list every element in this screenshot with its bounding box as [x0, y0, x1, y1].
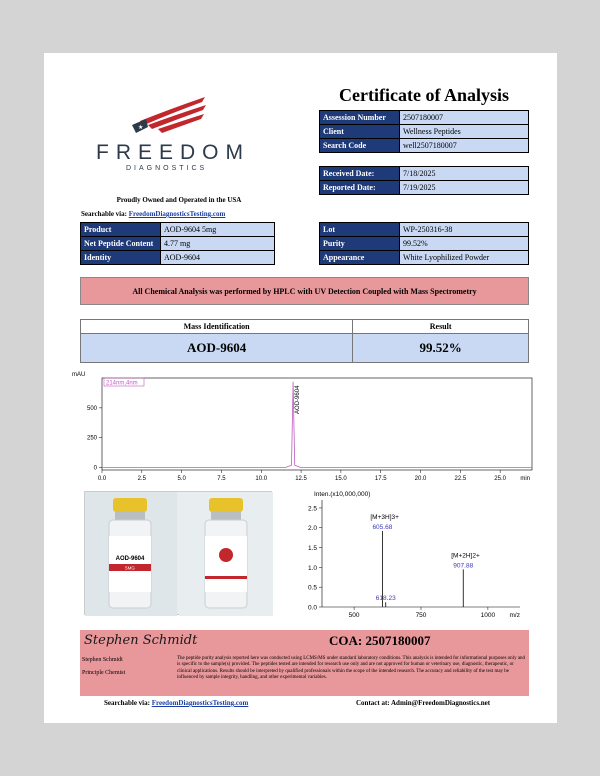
chrom-xtick-label: 12.5: [295, 476, 307, 482]
mass-value-left: AOD-9604: [81, 334, 353, 363]
hplc-chromatogram: [62, 368, 537, 486]
purity-value: 99.52%: [400, 237, 529, 251]
chrom-xtick-label: 22.5: [454, 476, 467, 482]
footer-searchable: [104, 699, 248, 707]
chrom-xtick-label: 17.5: [374, 476, 387, 482]
chrom-xtick-label: 2.5: [137, 476, 146, 482]
signer-name: Stephen Schmidt: [82, 657, 123, 663]
vial-image: [85, 492, 273, 616]
chrom-ylabel: mAU: [72, 372, 86, 378]
dates-table: [319, 166, 529, 195]
ms-xtick-label: 500: [348, 612, 360, 619]
accession-value: 2507180007: [400, 111, 529, 125]
lot-key: Lot: [320, 223, 400, 237]
net-peptide-key: Net Peptide Content: [81, 237, 161, 251]
chrom-ytick-label: 250: [86, 435, 97, 442]
received-date-value: 7/18/2025: [400, 167, 529, 181]
chrom-legend: 214nm,4nm: [106, 380, 138, 387]
purity-key: Purity: [320, 237, 400, 251]
identity-value: AOD-9604: [161, 251, 275, 265]
owned-statement: Proudly Owned and Operated in the USA: [116, 196, 242, 204]
ms-ytick-label: 2.5: [307, 505, 317, 513]
product-table: [80, 222, 275, 265]
ms-xtick-label: 1000: [480, 612, 496, 619]
ms-peak-label: 618.23: [375, 595, 396, 603]
page-title: Certificate of Analysis: [339, 85, 509, 105]
chrom-peak-label: AOD-9604: [295, 385, 302, 414]
lot-table: [319, 222, 529, 265]
mass-header-right: Result: [353, 320, 529, 334]
mass-header-left: Mass Identification: [81, 320, 353, 334]
ms-ytick-label: 2.0: [307, 525, 317, 533]
reported-date-key: Reported Date:: [320, 181, 400, 195]
accession-key: Assession Number: [320, 111, 400, 125]
signature: Stephen Schmidt: [84, 633, 198, 648]
freedom-logo-icon: [130, 95, 230, 137]
chrom-xtick-label: 20.0: [414, 476, 427, 482]
chrom-xtick-label: 5.0: [177, 476, 186, 482]
searchable-link[interactable]: FreedomDiagnosticsTesting.com: [128, 210, 226, 218]
searchable-top: [81, 210, 225, 218]
received-date-key: Received Date:: [320, 167, 400, 181]
chrom-ytick-label: 500: [86, 405, 97, 412]
footer-searchable-label: Searchable via:: [104, 699, 152, 707]
accession-table: [319, 110, 529, 153]
ms-ytick-label: 0.0: [307, 604, 317, 612]
mass-identification-table: [80, 319, 529, 363]
identity-key: Identity: [81, 251, 161, 265]
footer-contact: Contact at: Admin@FreedomDiagnostics.net: [356, 699, 491, 707]
product-key: Product: [81, 223, 161, 237]
appearance-key: Appearance: [320, 251, 400, 265]
ms-peak-label: 605.68: [372, 523, 393, 531]
mass-value-right: 99.52%: [353, 334, 529, 363]
ms-ytick-label: 1.0: [307, 564, 317, 572]
ms-ytick-label: 1.5: [307, 545, 317, 553]
searchable-label: Searchable via:: [81, 210, 129, 218]
client-key: Client: [320, 125, 400, 139]
brand-name: FREEDOM: [96, 141, 250, 164]
ms-xtick-label: 750: [415, 612, 427, 619]
svg-text:★: ★: [138, 124, 144, 131]
certificate-page: [44, 53, 557, 723]
signer-role: Principle Chemist: [82, 670, 126, 676]
chrom-ytick-label: 0: [93, 465, 97, 472]
footer-searchable-link[interactable]: FreedomDiagnosticsTesting.com: [151, 699, 249, 707]
reported-date-value: 7/19/2025: [400, 181, 529, 195]
brand-subtitle: DIAGNOSTICS: [126, 165, 208, 172]
ms-peak-annotation: [M+2H]2+: [451, 552, 480, 560]
chrom-xtick-label: 25.0: [494, 476, 506, 482]
net-peptide-value: 4.77 mg: [161, 237, 275, 251]
appearance-value: White Lyophilized Powder: [400, 251, 529, 265]
product-value: AOD-9604 5mg: [161, 223, 275, 237]
client-value: Wellness Peptides: [400, 125, 529, 139]
vial-photos: [84, 491, 272, 615]
vial-label-name: AOD-9604: [115, 556, 145, 562]
chrom-xtick-label: 15.0: [335, 476, 347, 482]
chrom-xtick-label: 7.5: [217, 476, 226, 482]
chrom-xtick-label: 0.0: [97, 476, 107, 482]
disclaimer: The peptide purity analysis reported here was conducted using LCMS/MS under standard laboratory conditions. This analysis is intended for informational purposes only and is specific to the sample(s) provided. The peptides tested are intended for research use only and are not approved for human or veterinary use, diagnostic, therapeutic, or clinical applications. Results should be interpreted by qualified professionals within the scope of the intended research. The accuracy and reliability of the test may be influenced by sample integrity, handling, and other experimental variables.: [177, 656, 526, 681]
ms-peak-label: 907.88: [453, 562, 474, 570]
coa-number: COA: 2507180007: [329, 633, 431, 648]
lot-value: WP-250316-38: [400, 223, 529, 237]
ms-ytick-label: 0.5: [307, 584, 317, 592]
mass-spectrum: [288, 486, 534, 621]
search-code-key: Search Code: [320, 139, 400, 153]
search-code-value: well2507180007: [400, 139, 529, 153]
chrom-xtick-label: 10.0: [255, 476, 268, 482]
chrom-xunit: min: [520, 476, 530, 482]
vial-label-dose: 5MG: [125, 565, 135, 571]
method-banner: All Chemical Analysis was performed by HPLC with UV Detection Coupled with Mass Spectrometry: [80, 277, 529, 305]
ms-peak-annotation: [M+3H]3+: [370, 513, 399, 521]
ms-xlabel: m/z: [509, 612, 520, 619]
chrom-series-line: [102, 382, 532, 468]
ms-ylabel: Inten.(x10,000,000): [314, 491, 371, 498]
chrom-frame: [102, 378, 532, 470]
